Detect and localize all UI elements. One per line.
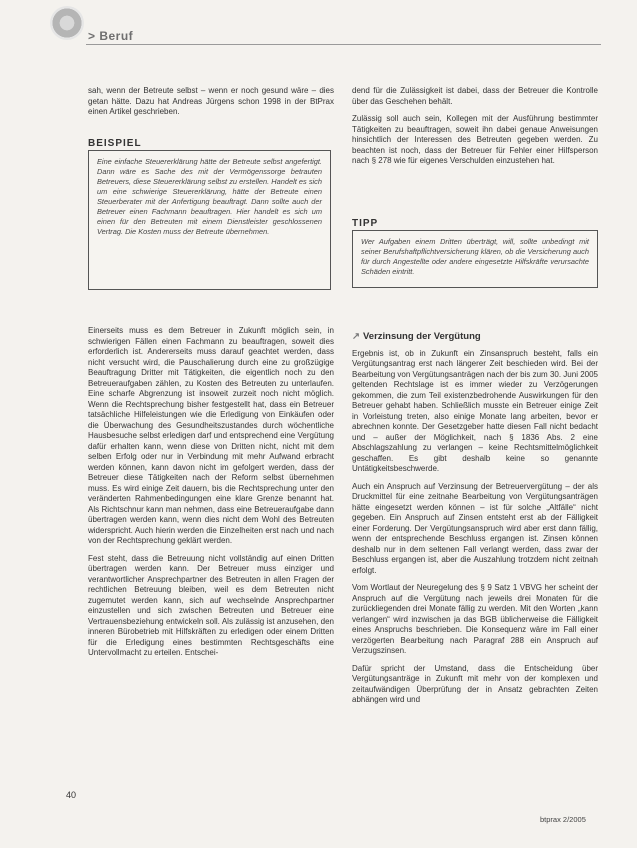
arrow-icon: ↗ bbox=[352, 331, 360, 342]
subheading bbox=[352, 332, 598, 343]
example-box bbox=[88, 150, 331, 290]
subheading-text: Verzinsung der Vergütung bbox=[362, 331, 481, 342]
paragraph: sah, wenn der Betreute selbst – wenn er noch gesund wäre – dies getan hätte. Dazu hat Andreas Jürgens schon 1998 in der BtPrax einen Artikel geschrieben. bbox=[88, 86, 334, 116]
section-title: > Beruf bbox=[88, 29, 134, 43]
paragraph: dend für die Zulässigkeit ist dabei, dass der Betreuer die Kontrolle über das Geschehen behält. bbox=[352, 86, 598, 106]
paragraph: Dafür spricht der Umstand, dass die Entscheidung über Vergütungsanträge in Zukunft mit mehr von der komplexen und zeitaufwändigen Überprüfung der in Ansatz gebrachten Zeiten abhängen wird und bbox=[352, 663, 598, 704]
header-divider bbox=[86, 44, 601, 45]
paragraph: Fest steht, dass die Betreuung nicht vollständig auf einen Dritten übertragen werden kann. Der Betreuer muss einziger und verantwortlicher Ansprechpartner des Betreuten in allen Fragen der rechtlichen Betreuung bleiben, weil es dem Betreuten nicht zugemutet werden kann, sich auf wechselnde Ansprechpartner einzustellen und sich zwischen Betreuten und Betreuer eine Vertrauensbeziehung entwickeln soll. Als zulässig ist anzusehen, den inneren Bürobetrieb mit Hilfskräften zu erledigen oder einem Dritten für die Erledigung eines bestimmten Rechtsgeschäfts eine Untervollmacht zu erteilen. Entschei- bbox=[88, 553, 334, 657]
paragraph: Einerseits muss es dem Betreuer in Zukunft möglich sein, in schwierigen Fällen einen Fachmann zu beauftragen, soweit dies erforderlich ist. Andererseits muss darauf geachtet werden, dass nicht versucht wird, die Pauschalierung durch eine zu großzügige Beauftragung Dritter mit Tätigkeiten, die eigentlich noch zu den Betreueraufgaben zählen, zu Kosten des Betreuten zu unterlaufen. Eine scharfe Abgrenzung ist insoweit zurzeit noch nicht möglich. Wenn die Rechtsprechung bisher festgestellt hat, dass ein Betreuer tatsächliche Hilfeleistungen wie die Erledigung von Einkäufen oder die Überwachung des Gesundheitszustandes durch wöchentliche Hausbesuche selbst erledigen darf und entsprechend eine Vergütung dafür erhalten kann, wenn diese von Dritten nicht, nicht mit dem selben Erfolg oder nur in Verbindung mit mehr Aufwand erbracht werden können, kann davon nicht im gefolgert werden, dass der Betreuer diese Tätigkeiten nach der Reform selbst übernehmen muss. Es wird einige Zeit dauern, bis die Rechtsprechung unter den veränderten Rahmenbedingungen eine klare Grenze benannt hat. Als Richtschnur kann man nehmen, dass eine Betreueraufgabe dann übertragen werden kann, wenn dies nicht dem Wohl des Betreuten widerspricht. Auch hierin werden die Einzelheiten erst nach und nach von der Rechtsprechung geklärt werden. bbox=[88, 326, 334, 545]
right-column-body bbox=[352, 332, 598, 713]
paragraph: Zulässig soll auch sein, Kollegen mit der Ausführung bestimmter Tätigkeiten zu beauftragen, soweit ihn dabei genaue Anweisungen hinsichtlich der Interessen des Betreuten gegeben werden. Zu beachten ist noch, dass der Betreuer für Fehler einer Hilfsperson nach § 278 wie für eigenes Verschulden einzustehen hat. bbox=[352, 114, 598, 165]
page-number: 40 bbox=[66, 790, 77, 800]
right-column-intro bbox=[352, 86, 598, 174]
paragraph: Vom Wortlaut der Neuregelung des § 9 Satz 1 VBVG her scheint der Anspruch auf die Vergütung nach jeweils drei Monaten für die zurückliegenden drei Monate fällig zu werden. Mit den Worten „kann verlangen“ wird inzwischen ja das BGB üblicherweise die Fälligkeit eines Anspruchs beschrieben. Die Konsequenz wäre im Fall einer verzögerten Bearbeitung nach Paragraf 288 ein Anspruch auf Verzugszinsen. bbox=[352, 583, 598, 655]
paragraph: Ergebnis ist, ob in Zukunft ein Zinsanspruch besteht, falls ein Vergütungsantrag erst nach längerer Zeit beschieden wird. Bei der Bearbeitung von Vergütungsanträgen nach der bis zum 30. Juni 2005 geltenden Rechtslage ist es immer wieder zu Verzögerungen gekommen, die zum Teil existenzbedrohende Auswirkungen für den Betreuer gehabt haben. Schließlich musste ein Betreuer einige Zeit in Vorleistung treten, also einige Monate lang arbeiten, bevor er abrechnen konnte. Der Gesetzgeber hatte diesen Fall nicht bedacht und – außer der Möglichkeit, nach § 1836 Abs. 2 eine Abschlagszahlung zu verlangen – keine Rechtsmittelmöglichkeit geschaffen. Es gibt deshalb keine so genannte Untätigkeitsbeschwerde. bbox=[352, 348, 598, 473]
tip-box bbox=[352, 230, 598, 288]
tip-text: Wer Aufgaben einem Dritten überträgt, will, sollte unbedingt mit seiner Berufshaftpflichtversicherung klären, ob die Versicherung auch für durch Angestellte oder andere eingesetzte Hilfskräfte verursachte Schäden eintritt. bbox=[361, 237, 589, 276]
journal-footer: btprax 2/2005 bbox=[540, 815, 586, 824]
example-text: Eine einfache Steuererklärung hätte der Betreute selbst angefertigt. Dann wäre es Sache des mit der Vermögenssorge betrauten Betreuers, diese Steuererklärung selbst zu erstellen. Handelt es sich um eine schwierige Steuererklärung, hätte der Betreute einen Steuerberater mit der Anfertigung beauftragt. Dann sollte auch der Betreuer einen Fachmann beauftragen. Hier handelt es sich um einen für den Betreuten mit einem Dienstleister geschlossenen Vertrag. Die Kosten muss der Betreute übernehmen. bbox=[97, 157, 322, 236]
publication-logo bbox=[50, 6, 84, 40]
paragraph: Auch ein Anspruch auf Verzinsung der Betreuervergütung – der als Druckmittel für eine zeitnahe Bearbeitung von Vergütungsanträgen hätte eingesetzt werden können – ist für solche „Altfälle“ nicht gegeben. Ein Anspruch auf Zinsen entsteht erst ab der Fälligkeit einer Forderung. Der Vergütungsanspruch wird aber erst dann fällig, wenn der entsprechende Beschluss ergangen ist. Zinsen können deshalb nur in dem seltenen Fall verlangt werden, dass zwar der Beschluss ergangen ist, aber die Auszahlung trotzdem nicht zeitnah erfolgt. bbox=[352, 481, 598, 575]
example-heading: BEISPIEL bbox=[88, 138, 142, 149]
left-column-body bbox=[88, 326, 334, 666]
left-column-intro bbox=[88, 86, 334, 125]
tip-heading: TIPP bbox=[352, 218, 379, 229]
